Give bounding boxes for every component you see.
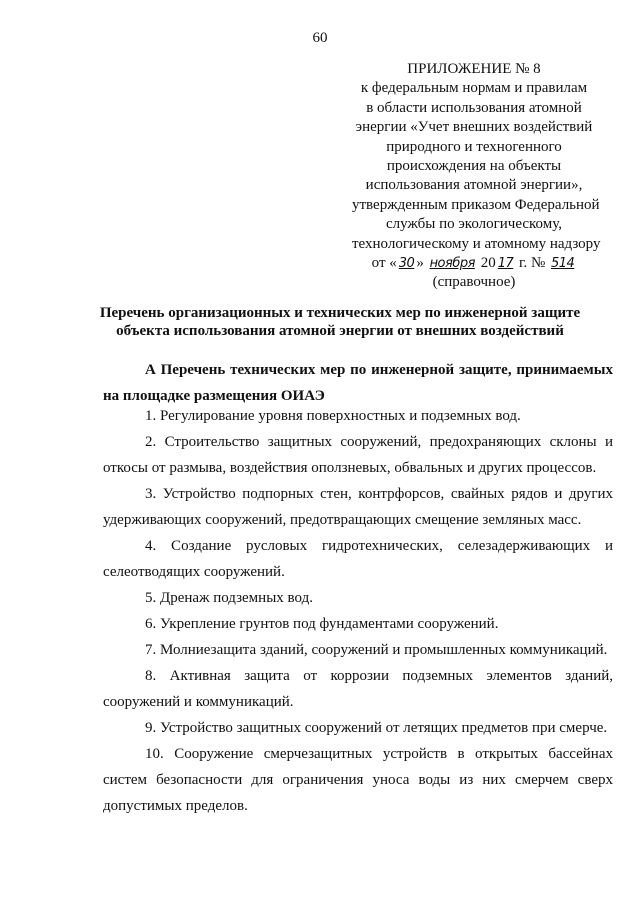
list-item-text: 2. Строительство защитных сооружений, предохраняющих склоны и (145, 434, 613, 450)
order-month-handwritten: ноября (429, 256, 475, 272)
order-prefix: от « (371, 255, 397, 272)
order-date-line (352, 254, 596, 273)
list-item (103, 481, 613, 533)
list-item (103, 663, 613, 715)
appendix-line: утвержденным приказом Федеральной (352, 196, 600, 213)
section-a-heading-line: А Перечень технических мер по инженерной защите, принимаемых (145, 362, 613, 378)
page-number: 60 (312, 30, 328, 46)
list-item-continuation: удерживающих сооружений, предотвращающих смещение земляных масс. (103, 512, 582, 528)
list-item (103, 585, 613, 611)
appendix-line: технологическому и атомному надзору (352, 235, 601, 252)
order-day-handwritten: 30 (398, 256, 415, 272)
list-item-text: 4. Создание русловых гидротехнических, селезадерживающих и (145, 538, 613, 554)
order-number-handwritten: 514 (551, 256, 575, 272)
list-item (103, 533, 613, 585)
list-item (103, 403, 613, 429)
order-mid3: г. № (515, 255, 550, 272)
list-item-continuation: сооружений и коммуникаций. (103, 694, 294, 710)
list-item-text: 9. Устройство защитных сооружений от летящих предметов при смерче. (145, 720, 608, 736)
list-item-continuation: допустимых пределов. (103, 798, 248, 814)
section-a-heading-line: на площадке размещения ОИАЭ (103, 388, 325, 404)
appendix-line: службы по экологическому, (386, 216, 562, 233)
list-item-text: 1. Регулирование уровня поверхностных и подземных вод. (145, 408, 521, 424)
list-item-text: 6. Укрепление грунтов под фундаментами сооружений. (145, 616, 499, 632)
appendix-note: (справочное) (432, 274, 516, 291)
appendix-line: энергии «Учет внешних воздействий (355, 119, 593, 136)
list-item-continuation: откосы от размыва, воздействия оползневых, обвальных и других процессов. (103, 460, 597, 476)
list-item-text: 7. Молниезащита зданий, сооружений и промышленных коммуникаций. (145, 642, 608, 658)
list-item (103, 429, 613, 481)
document-title (80, 304, 600, 340)
appendix-line: к федеральным нормам и правилам (360, 80, 588, 97)
list-item-text: 3. Устройство подпорных стен, контрфорсов, свайных рядов и других (145, 486, 613, 502)
list-item (103, 741, 613, 819)
order-mid2: 20 (476, 255, 496, 272)
list-item-text: 10. Сооружение смерчезащитных устройств в открытых бассейнах (145, 746, 613, 762)
list-item-continuation: селеотводящих сооружений. (103, 564, 285, 580)
order-year-handwritten: 17 (497, 256, 514, 272)
appendix-line: природного и техногенного (386, 138, 562, 155)
document-title-line: объекта использования атомной энергии от внешних воздействий (116, 323, 564, 339)
measures-list (103, 403, 613, 819)
appendix-line: использования атомной энергии», (365, 177, 583, 194)
list-item (103, 637, 613, 663)
appendix-line: в области использования атомной (366, 99, 582, 116)
document-title-line: Перечень организационных и технических мер по инженерной защите (99, 305, 581, 321)
appendix-block (352, 60, 601, 293)
list-item-text: 8. Активная защита от коррозии подземных элементов зданий, (145, 668, 613, 684)
list-item (103, 611, 613, 637)
list-item-text: 5. Дренаж подземных вод. (145, 590, 313, 606)
list-item-continuation: систем безопасности для ограничения уноса воды из них смерчем сверх (103, 772, 613, 788)
list-item (103, 715, 613, 741)
appendix-line: происхождения на объекты (386, 158, 562, 175)
order-mid1: » (416, 255, 428, 272)
section-a-heading (103, 357, 613, 409)
appendix-title: ПРИЛОЖЕНИЕ № 8 (407, 61, 541, 77)
